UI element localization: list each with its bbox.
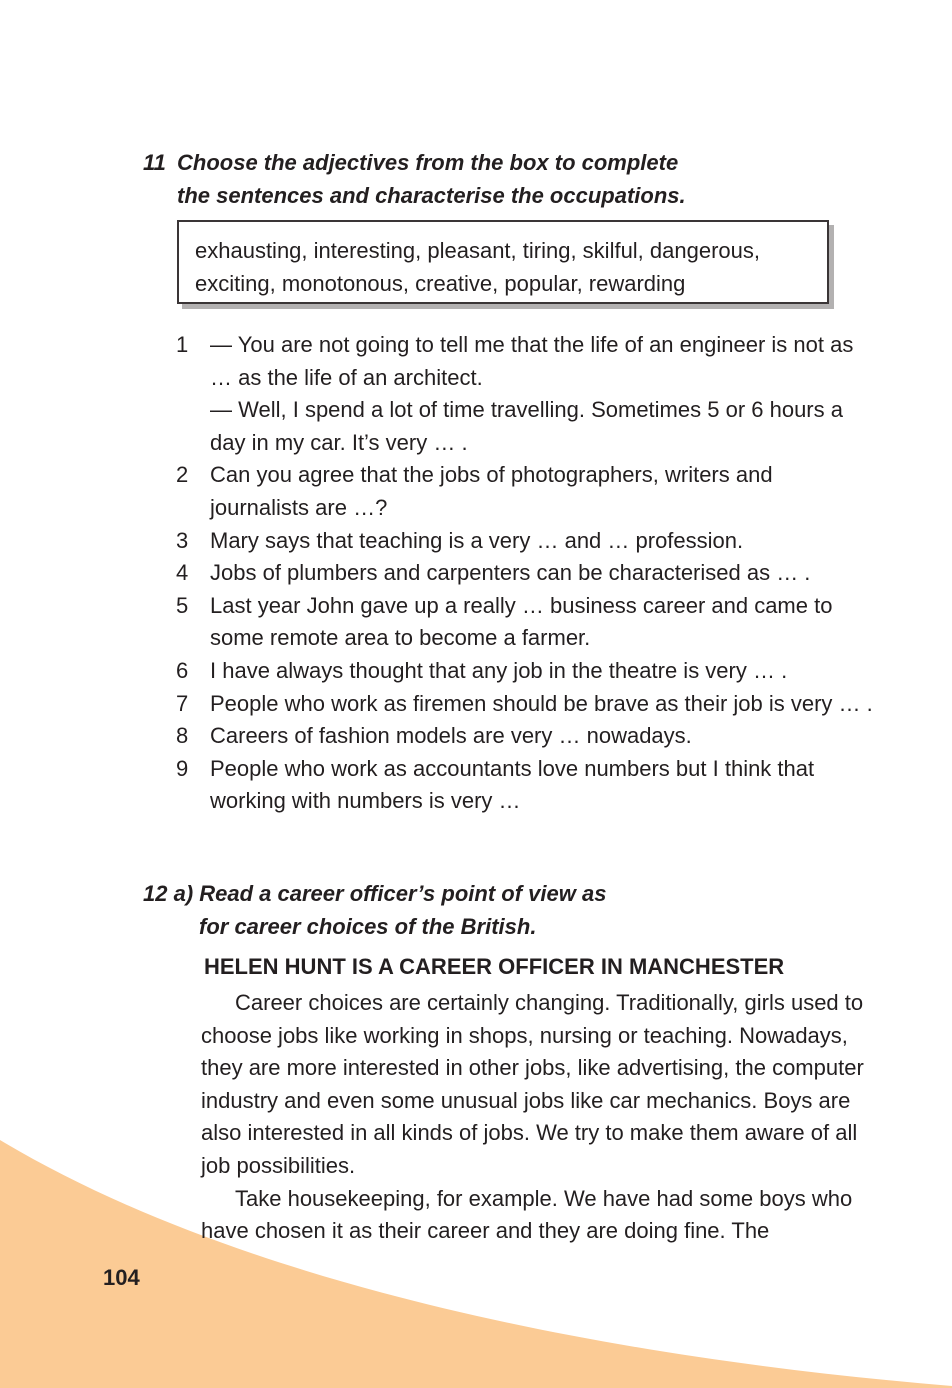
item-text: Last year John gave up a really … business career and came to some remote area to become a farmer. [210, 592, 833, 651]
item-text: People who work as accountants love numbers but I think that working with numbers is very … [210, 755, 815, 814]
item-text: Jobs of plumbers and carpenters can be characterised as … . [210, 560, 811, 586]
list-item [176, 655, 876, 688]
list-item [176, 753, 876, 818]
item-text: I have always thought that any job in the theatre is very … . [210, 657, 788, 683]
adjectives-line: exhausting, interesting, pleasant, tiring, skilful, dangerous, [195, 238, 760, 263]
exercise-number: 11 [143, 150, 166, 175]
item-number: 8 [176, 723, 189, 749]
article-paragraph: Take housekeeping, for example. We have had some boys who have chosen it as their career and they are doing fine. The [201, 1185, 853, 1244]
instruction-line: Choose the adjectives from the box to complete [177, 150, 679, 175]
list-item [176, 459, 876, 524]
article-title: HELEN HUNT IS A CAREER OFFICER IN MANCHESTER [204, 954, 785, 979]
item-number: 3 [176, 527, 189, 553]
exercise-12-heading [143, 877, 606, 943]
heading-line: for career choices of the British. [199, 914, 537, 939]
adjectives-line: exciting, monotonous, creative, popular, rewarding [195, 271, 686, 296]
list-item [176, 590, 876, 655]
page-number: 104 [103, 1265, 140, 1290]
item-text: Can you agree that the jobs of photographers, writers and journalists are …? [210, 462, 773, 520]
item-number: 6 [176, 657, 189, 683]
list-item [176, 720, 876, 753]
list-item [176, 525, 876, 558]
item-text: Careers of fashion models are very … nowadays. [210, 723, 692, 749]
list-item [176, 688, 876, 721]
item-text: People who work as firemen should be brave as their job is very … . [210, 690, 873, 716]
item-text: Mary says that teaching is a very … and … profession. [210, 527, 744, 553]
item-text: — Well, I spend a lot of time travelling. Sometimes 5 or 6 hours a day in my car. It’s very … . [210, 397, 843, 455]
item-number: 4 [176, 560, 189, 586]
article-body [201, 987, 873, 1248]
heading-line: 12 a) Read a career officer’s point of view as [143, 881, 607, 906]
sentence-list [176, 329, 876, 818]
item-number: 2 [176, 462, 189, 488]
list-item [176, 557, 876, 590]
list-item [176, 329, 876, 459]
item-number: 1 [176, 332, 189, 357]
item-text: — You are not going to tell me that the life of an engineer is not as … as the life of an architect. [210, 332, 854, 390]
exercise-11-heading [143, 146, 686, 212]
article-paragraph: Career choices are certainly changing. Traditionally, girls used to choose jobs like working in shops, nursing or teaching. Nowadays, they are more interested in other jobs, like advertising, the computer industry and even some unusual jobs like car mechanics. Boys are also interested in all kinds of jobs. We try to make them aware of all job possibilities. [201, 990, 864, 1178]
adjectives-box [177, 220, 829, 304]
item-number: 5 [176, 592, 189, 618]
item-number: 7 [176, 690, 189, 716]
instruction-line: the sentences and characterise the occupations. [177, 183, 686, 208]
item-number: 9 [176, 755, 189, 781]
